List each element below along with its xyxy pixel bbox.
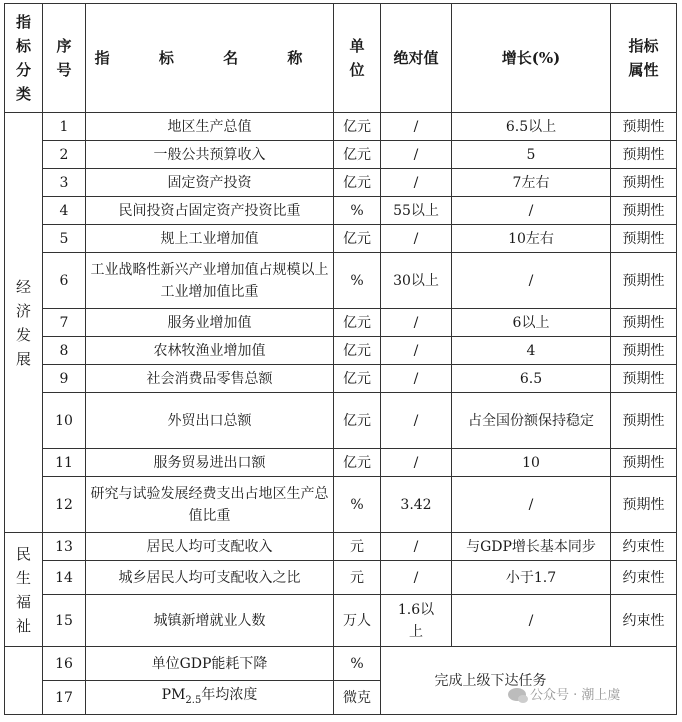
table-row xyxy=(5,225,677,253)
merged-note xyxy=(381,647,677,715)
row-growth: 6以上 xyxy=(452,309,611,337)
row-growth: 小于1.7 xyxy=(452,561,611,595)
category-economy: 经济发展 xyxy=(5,113,43,533)
table-row xyxy=(5,647,677,681)
row-name: 城乡居民人均可支配收入之比 xyxy=(86,561,334,595)
header-absolute: 绝对值 xyxy=(381,4,452,113)
row-abs: / xyxy=(381,449,452,477)
row-no: 17 xyxy=(43,681,86,715)
row-attr: 预期性 xyxy=(611,225,677,253)
row-name: 单位GDP能耗下降 xyxy=(86,647,334,681)
row-no: 9 xyxy=(43,365,86,393)
row-unit: % xyxy=(334,477,381,533)
row-name: 研究与试验发展经费支出占地区生产总值比重 xyxy=(86,477,334,533)
row-growth: 5 xyxy=(452,141,611,169)
row-no: 8 xyxy=(43,337,86,365)
table-row xyxy=(5,561,677,595)
row-no: 3 xyxy=(43,169,86,197)
row-unit: % xyxy=(334,197,381,225)
row-abs: / xyxy=(381,561,452,595)
row-growth: 与GDP增长基本同步 xyxy=(452,533,611,561)
row-growth: 6.5以上 xyxy=(452,113,611,141)
row-attr: 约束性 xyxy=(611,595,677,647)
row-abs: 30以上 xyxy=(381,253,452,309)
row-attr: 预期性 xyxy=(611,337,677,365)
indicator-table xyxy=(4,3,677,715)
row-no: 5 xyxy=(43,225,86,253)
row-growth: 6.5 xyxy=(452,365,611,393)
row-abs: / xyxy=(381,533,452,561)
row-no: 4 xyxy=(43,197,86,225)
row-abs: / xyxy=(381,169,452,197)
row-abs: 3.42 xyxy=(381,477,452,533)
row-attr: 预期性 xyxy=(611,477,677,533)
row-growth: 7左右 xyxy=(452,169,611,197)
watermark xyxy=(508,684,620,703)
row-name: 外贸出口总额 xyxy=(86,393,334,449)
row-abs: / xyxy=(381,365,452,393)
row-abs: 55以上 xyxy=(381,197,452,225)
row-unit: 亿元 xyxy=(334,309,381,337)
header-unit: 单位 xyxy=(334,4,381,113)
row-name: 一般公共预算收入 xyxy=(86,141,334,169)
row-abs: / xyxy=(381,225,452,253)
table-row xyxy=(5,253,677,309)
pm-subscript: 2.5 xyxy=(185,694,202,706)
row-attr: 预期性 xyxy=(611,449,677,477)
row-attr: 约束性 xyxy=(611,533,677,561)
table-row xyxy=(5,477,677,533)
table-row xyxy=(5,309,677,337)
row-unit: 亿元 xyxy=(334,337,381,365)
row-unit: 元 xyxy=(334,561,381,595)
table-row xyxy=(5,197,677,225)
row-no: 15 xyxy=(43,595,86,647)
category-livelihood: 民生福祉 xyxy=(5,533,43,647)
row-no: 13 xyxy=(43,533,86,561)
header-attribute: 指标属性 xyxy=(611,4,677,113)
row-attr: 约束性 xyxy=(611,561,677,595)
row-abs: / xyxy=(381,113,452,141)
row-attr: 预期性 xyxy=(611,113,677,141)
row-abs: 1.6以上 xyxy=(381,595,452,647)
row-name: 民间投资占固定资产投资比重 xyxy=(86,197,334,225)
table-row xyxy=(5,169,677,197)
row-attr: 预期性 xyxy=(611,393,677,449)
row-unit: 亿元 xyxy=(334,365,381,393)
row-name xyxy=(86,681,334,715)
row-no: 1 xyxy=(43,113,86,141)
row-unit: 亿元 xyxy=(334,393,381,449)
row-no: 12 xyxy=(43,477,86,533)
row-name: 地区生产总值 xyxy=(86,113,334,141)
table-row xyxy=(5,365,677,393)
row-growth: / xyxy=(452,197,611,225)
row-unit: 亿元 xyxy=(334,225,381,253)
row-attr: 预期性 xyxy=(611,253,677,309)
row-unit: % xyxy=(334,647,381,681)
row-growth: 10 xyxy=(452,449,611,477)
header-name: 指 标 名 称 xyxy=(86,4,334,113)
table-row xyxy=(5,141,677,169)
table-row xyxy=(5,113,677,141)
row-abs: / xyxy=(381,337,452,365)
row-unit: 亿元 xyxy=(334,113,381,141)
header-growth: 增长(%) xyxy=(452,4,611,113)
header-index: 序号 xyxy=(43,4,86,113)
row-growth: 10左右 xyxy=(452,225,611,253)
row-no: 6 xyxy=(43,253,86,309)
row-abs: / xyxy=(381,309,452,337)
category-last xyxy=(5,647,43,715)
row-attr: 预期性 xyxy=(611,169,677,197)
table-row xyxy=(5,393,677,449)
row-attr: 预期性 xyxy=(611,197,677,225)
row-abs: / xyxy=(381,141,452,169)
header-row xyxy=(5,4,677,113)
row-unit: % xyxy=(334,253,381,309)
row-attr: 预期性 xyxy=(611,309,677,337)
table-row xyxy=(5,337,677,365)
row-no: 16 xyxy=(43,647,86,681)
row-abs: / xyxy=(381,393,452,449)
pm-label: PM xyxy=(161,686,186,703)
row-name: 服务贸易进出口额 xyxy=(86,449,334,477)
row-unit: 亿元 xyxy=(334,169,381,197)
row-name: 规上工业增加值 xyxy=(86,225,334,253)
row-growth: 4 xyxy=(452,337,611,365)
watermark-text: 公众号 · 潮上虞 xyxy=(530,688,621,703)
table-row xyxy=(5,449,677,477)
row-name: 服务业增加值 xyxy=(86,309,334,337)
row-unit: 微克 xyxy=(334,681,381,715)
table-row xyxy=(5,595,677,647)
row-growth: / xyxy=(452,595,611,647)
row-attr: 预期性 xyxy=(611,141,677,169)
row-name: 农林牧渔业增加值 xyxy=(86,337,334,365)
row-no: 11 xyxy=(43,449,86,477)
row-growth: / xyxy=(452,477,611,533)
row-growth: 占全国份额保持稳定 xyxy=(452,393,611,449)
row-unit: 万人 xyxy=(334,595,381,647)
header-category: 指标分类 xyxy=(5,4,43,113)
row-name: 城镇新增就业人数 xyxy=(86,595,334,647)
row-name: 居民人均可支配收入 xyxy=(86,533,334,561)
row-no: 7 xyxy=(43,309,86,337)
table-row xyxy=(5,533,677,561)
row-name: 社会消费品零售总额 xyxy=(86,365,334,393)
pm-suffix: 年均浓度 xyxy=(201,686,258,703)
row-no: 14 xyxy=(43,561,86,595)
row-name: 工业战略性新兴产业增加值占规模以上工业增加值比重 xyxy=(86,253,334,309)
row-unit: 元 xyxy=(334,533,381,561)
row-no: 2 xyxy=(43,141,86,169)
row-name: 固定资产投资 xyxy=(86,169,334,197)
row-growth: / xyxy=(452,253,611,309)
row-no: 10 xyxy=(43,393,86,449)
wechat-icon xyxy=(508,688,526,701)
row-unit: 亿元 xyxy=(334,449,381,477)
row-unit: 亿元 xyxy=(334,141,381,169)
row-attr: 预期性 xyxy=(611,365,677,393)
merged-note-text: 完成上级下达任务 xyxy=(434,672,547,689)
